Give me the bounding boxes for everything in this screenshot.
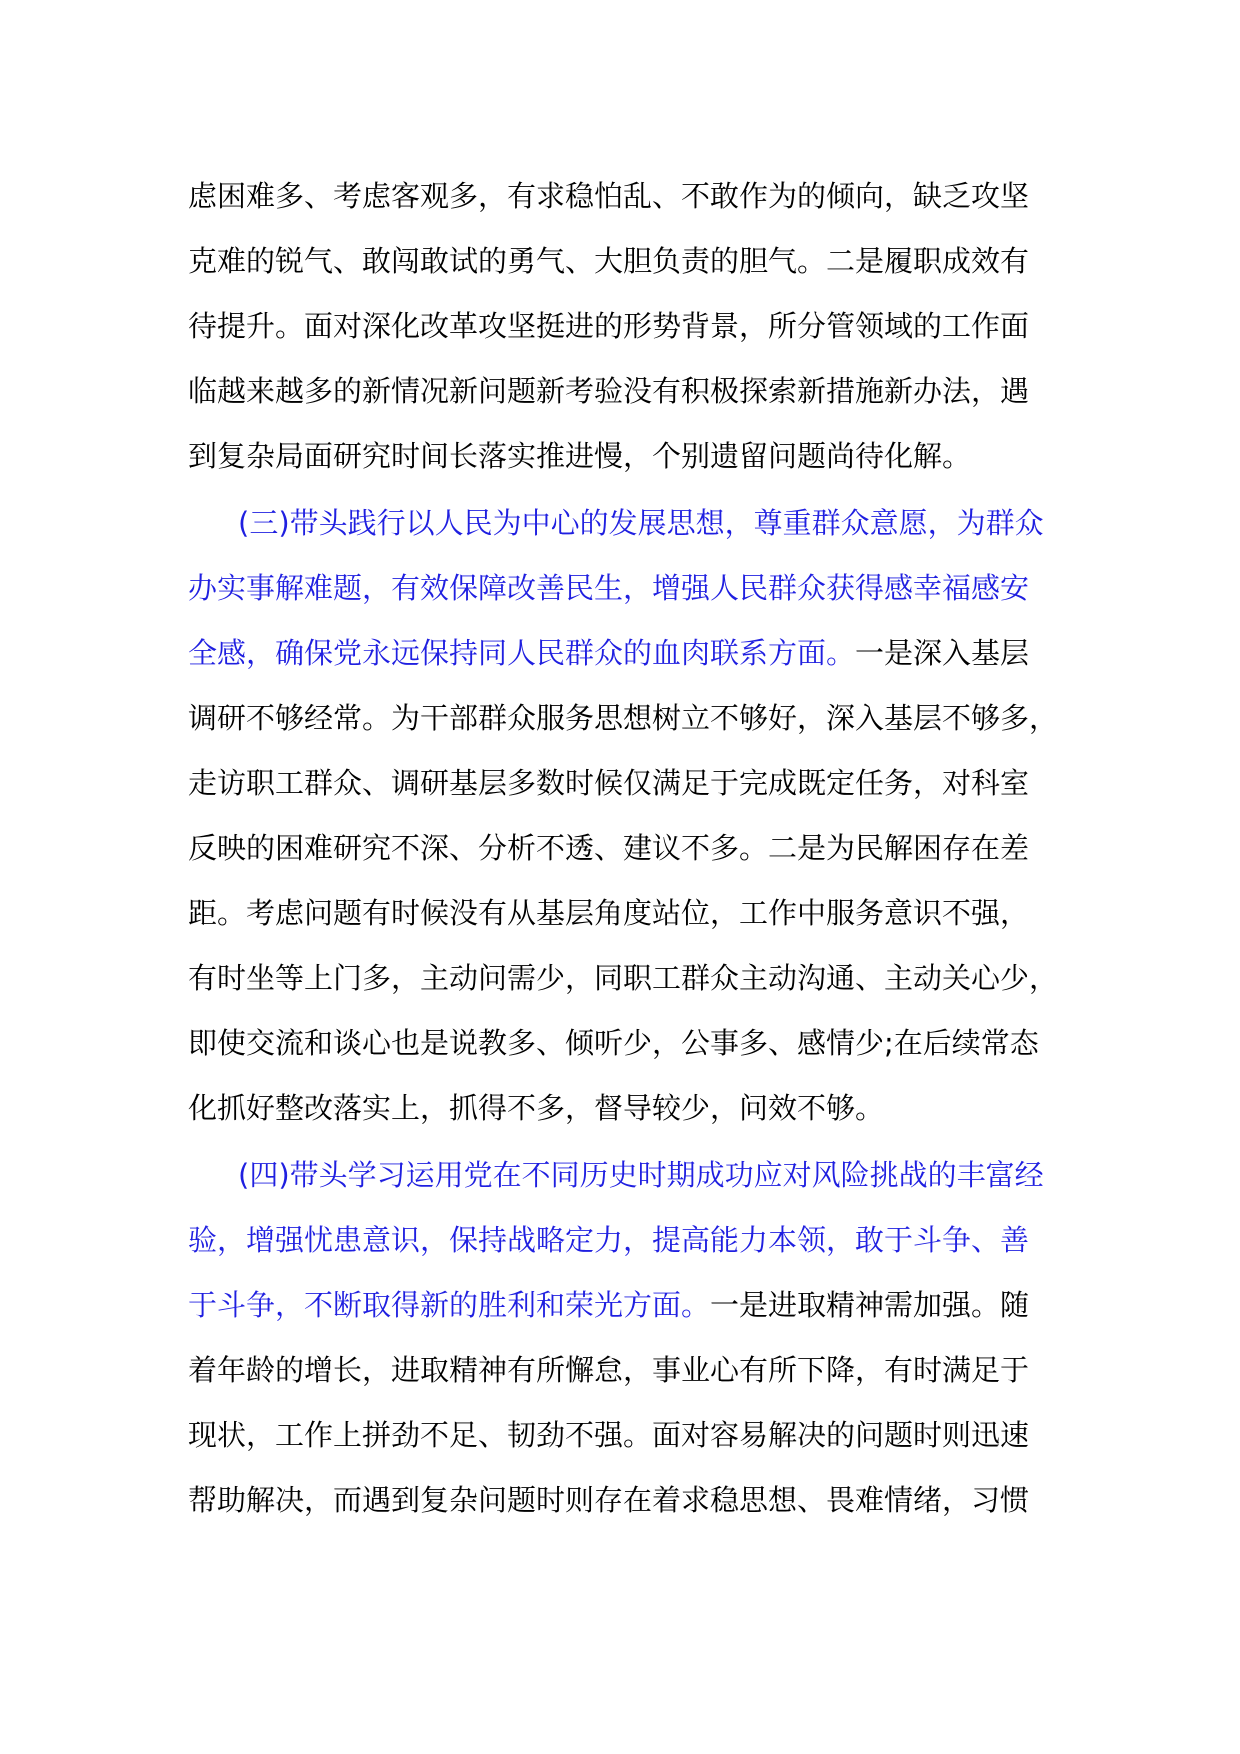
body-text: 克难的锐气、敢闯敢试的勇气、大胆负责的胆气。二是履职成效有 — [188, 244, 1030, 278]
text-line — [188, 1208, 1068, 1273]
section-heading-text: (四)带头学习运用党在不同历史时期成功应对风险挑战的丰富经 — [238, 1158, 1044, 1192]
text-line — [188, 229, 1068, 294]
section-heading-text: 验，增强忧患意识，保持战略定力，提高能力本领，敢于斗争、善 — [188, 1223, 1030, 1257]
body-text: 距。考虑问题有时候没有从基层角度站位，工作中服务意识不强， — [188, 896, 1030, 930]
section-heading-line — [188, 491, 1068, 556]
section-heading-text: 全感，确保党永远保持同人民群众的血肉联系方面。 — [188, 636, 856, 670]
text-line — [188, 1338, 1068, 1403]
body-text: 着年龄的增长，进取精神有所懈怠，事业心有所下降，有时满足于 — [188, 1353, 1030, 1387]
body-text: 反映的困难研究不深、分析不透、建议不多。二是为民解困存在差 — [188, 831, 1030, 865]
body-text: 走访职工群众、调研基层多数时候仅满足于完成既定任务，对科室 — [188, 766, 1030, 800]
text-line — [188, 686, 1068, 751]
section-heading-text: 于斗争，不断取得新的胜利和荣光方面。 — [188, 1288, 711, 1322]
body-text: 一是深入基层 — [855, 636, 1030, 670]
body-text: 临越来越多的新情况新问题新考验没有积极探索新措施新办法，遇 — [188, 374, 1030, 408]
text-line — [188, 881, 1068, 946]
text-line — [188, 1403, 1068, 1468]
section-heading-text: (三)带头践行以人民为中心的发展思想，尊重群众意愿，为群众 — [238, 506, 1044, 540]
body-text: 现状，工作上拼劲不足、韧劲不强。面对容易解决的问题时则迅速 — [188, 1418, 1030, 1452]
text-line — [188, 1011, 1068, 1076]
text-line — [188, 1468, 1068, 1533]
text-line — [188, 294, 1068, 359]
text-line — [188, 1076, 1068, 1141]
body-text: 到复杂局面研究时间长落实推进慢，个别遗留问题尚待化解。 — [188, 439, 972, 473]
body-text: 即使交流和谈心也是说教多、倾听少，公事多、感情少;在后续常态 — [188, 1026, 1039, 1060]
text-line — [188, 424, 1068, 489]
section-heading-line — [188, 1143, 1068, 1208]
body-text: 有时坐等上门多，主动问需少，同职工群众主动沟通、主动关心少， — [188, 961, 1059, 995]
body-text: 帮助解决，而遇到复杂问题时则存在着求稳思想、畏难情绪，习惯 — [188, 1483, 1030, 1517]
text-line — [188, 816, 1068, 881]
body-text: 化抓好整改落实上，抓得不多，督导较少，问效不够。 — [188, 1091, 885, 1125]
text-line — [188, 556, 1068, 621]
text-line — [188, 1273, 1068, 1338]
section-heading-text: 办实事解难题，有效保障改善民生，增强人民群众获得感幸福感安 — [188, 571, 1030, 605]
text-line — [188, 751, 1068, 816]
text-line — [188, 621, 1068, 686]
text-line — [188, 359, 1068, 424]
body-text: 虑困难多、考虑客观多，有求稳怕乱、不敢作为的倾向，缺乏攻坚 — [188, 179, 1030, 213]
document-body — [188, 164, 1068, 1533]
body-text: 调研不够经常。为干部群众服务思想树立不够好，深入基层不够多， — [188, 701, 1059, 735]
body-text: 一是进取精神需加强。随 — [710, 1288, 1030, 1322]
text-line — [188, 164, 1068, 229]
body-text: 待提升。面对深化改革攻坚挺进的形势背景，所分管领域的工作面 — [188, 309, 1030, 343]
text-line — [188, 946, 1068, 1011]
